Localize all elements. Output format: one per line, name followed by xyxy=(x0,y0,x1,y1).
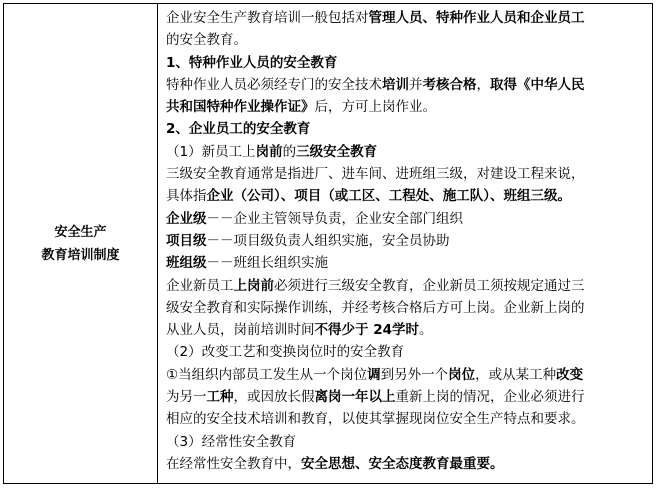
text-line-17 xyxy=(166,364,646,386)
text-bold: 不得少于 24学时 xyxy=(314,322,419,339)
category-label-line1: 安全生产 xyxy=(54,224,107,240)
text-line-9 xyxy=(166,185,646,207)
text: －－企业主管领导负责，企业安全部门组织 xyxy=(206,210,463,227)
text: 企业新员工 xyxy=(166,277,234,294)
text-line-12 xyxy=(166,252,646,274)
text-line-5 xyxy=(166,96,646,118)
text-bold: 岗前 xyxy=(255,143,283,160)
text-bold: 管理人员、特种作业人员和企业员工 xyxy=(368,10,585,26)
text-bold: 共和国特种作业操作证》 xyxy=(166,99,315,116)
text: 重新上岗的情况，企业必须进行 xyxy=(395,389,585,406)
text: 特种作业人员必须经专门的安全技术 xyxy=(166,76,382,93)
description-cell xyxy=(158,4,652,483)
text: ①当组织内部员工发生从一个岗位 xyxy=(166,366,368,383)
text-bold: 企业（公司）、项目（或工区、工程处、施工队）、班组三级。 xyxy=(206,188,571,205)
text-bold: 三级安全教育 xyxy=(296,143,378,160)
text: 必须进行三级安全教育，企业新员工须按规定通过三 xyxy=(274,277,585,294)
text: 到另外一个 xyxy=(380,366,449,383)
category-cell xyxy=(4,4,158,483)
text: ，或因放长假 xyxy=(233,389,315,406)
text-bold: 企业级 xyxy=(166,210,207,227)
text-line-1 xyxy=(166,7,646,29)
text-line-13 xyxy=(166,275,646,297)
text-bold: 项目级 xyxy=(166,232,207,249)
text-bold: 改变 xyxy=(556,366,584,383)
text: 具体指 xyxy=(166,188,207,205)
subheading-new-employees xyxy=(166,141,646,163)
text-bold: 岗位 xyxy=(448,366,476,383)
text-line-2: 的安全教育。 xyxy=(166,32,247,49)
content-table xyxy=(3,3,653,484)
text: 在经常性安全教育中， xyxy=(166,455,301,472)
text: 企业安全生产教育培训一般包括对 xyxy=(166,10,369,26)
text: 从业人员，岗前培训时间 xyxy=(166,322,315,339)
text: －－项目级负责人组织实施，安全员协助 xyxy=(206,232,450,249)
subheading-job-change: （2）改变工艺和变换岗位时的安全教育 xyxy=(166,344,405,361)
text-bold: 工种 xyxy=(206,389,234,406)
text: 后，方可上岗作业。 xyxy=(314,99,436,116)
text-bold: 取得《中华人民 xyxy=(490,76,585,93)
text-bold: 班组级 xyxy=(166,255,207,272)
text: 并 xyxy=(409,76,423,93)
heading-employees: 2、企业员工的安全教育 xyxy=(166,121,311,138)
text-line-14: 级安全教育和实际操作训练，并经考核合格后方可上岗。企业新上岗的 xyxy=(166,299,585,316)
text-line-19: 相应的安全技术培训和教育，以使其掌握现岗位安全生产特点和要求。 xyxy=(166,411,585,428)
text-line-21 xyxy=(166,453,646,475)
text: 为另一 xyxy=(166,389,207,406)
text-bold: 培训 xyxy=(382,76,409,93)
text-bold: 上岗前 xyxy=(233,277,274,294)
text-line-15 xyxy=(166,319,646,341)
text-line-10 xyxy=(166,208,646,230)
text-line-8: 三级安全教育通常是指进厂、进车间、进班组三级，对建设工程来说， xyxy=(166,166,585,183)
text: ，或从某工种 xyxy=(475,366,557,383)
subheading-regular-education: （3）经常性安全教育 xyxy=(166,433,297,450)
text-bold: 考核合格 xyxy=(422,76,477,93)
text: 。 xyxy=(419,322,433,339)
category-label-line2: 教育培训制度 xyxy=(41,247,120,263)
text-bold: 安全思想、安全态度教育最重要。 xyxy=(301,455,504,472)
text-bold: 离岗一年以上 xyxy=(314,389,396,406)
text: －－班组长组织实施 xyxy=(206,255,328,272)
text-line-11 xyxy=(166,230,646,252)
text: 的 xyxy=(282,143,297,160)
heading-special-workers: 1、特种作业人员的安全教育 xyxy=(166,54,338,71)
text-line-18 xyxy=(166,386,646,408)
text: ， xyxy=(476,76,490,93)
text-bold: 调 xyxy=(367,366,381,383)
text: （1）新员工上 xyxy=(166,143,256,160)
text-line-4 xyxy=(166,74,646,96)
